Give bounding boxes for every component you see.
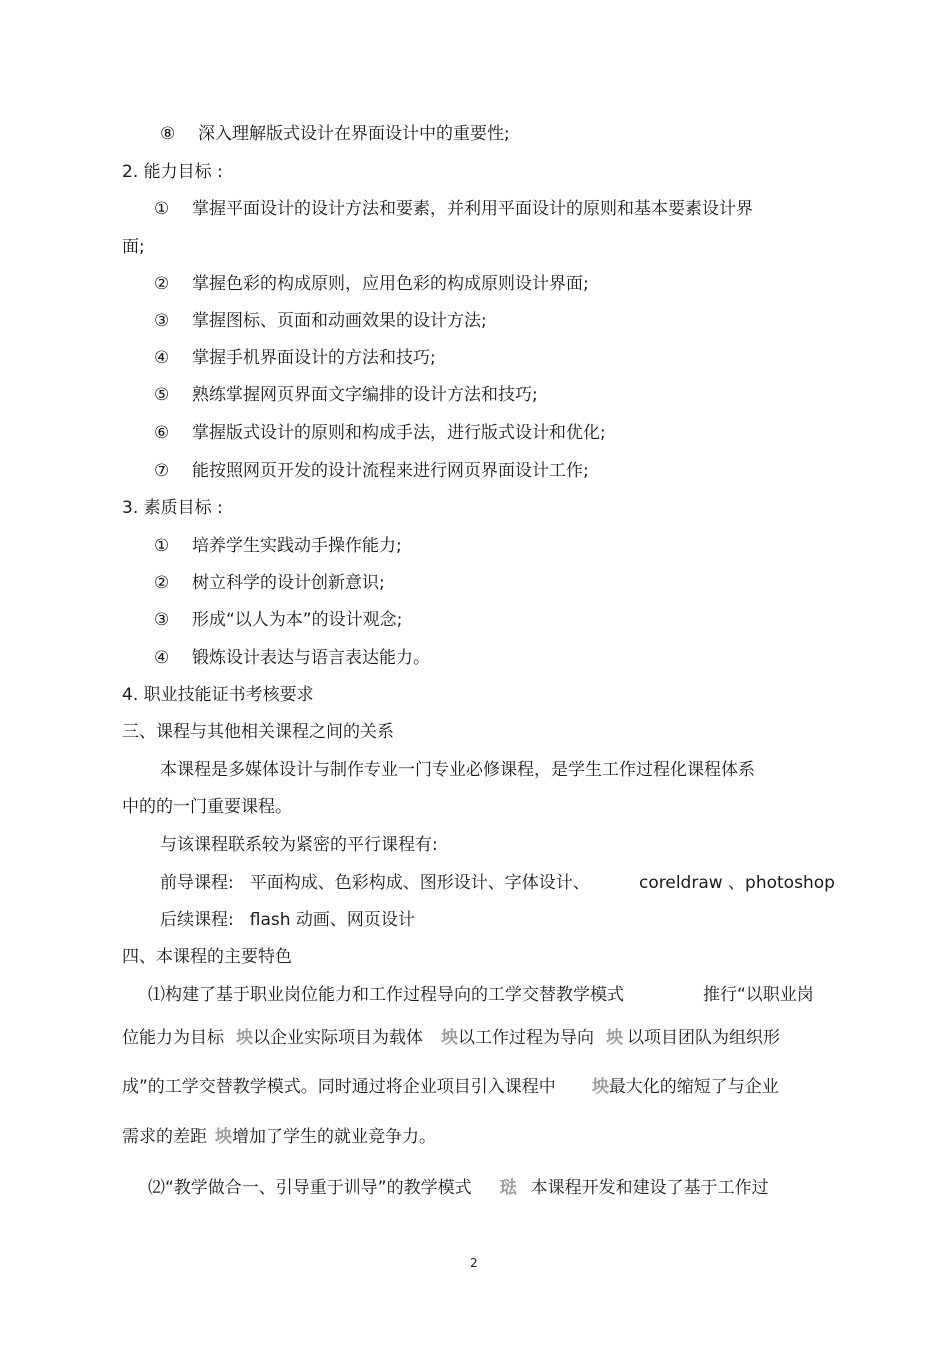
ability-item-4: ④ 掌握手机界面设计的方法和技巧;	[154, 348, 436, 368]
relation-paragraph-line-2: 中的的一门重要课程。	[122, 797, 292, 817]
certificate-heading: 4. 职业技能证书考核要求	[122, 685, 314, 705]
followup-courses-line: 后续课程: flash 动画、网页设计	[160, 910, 415, 930]
garbled-mark-glyph: 坱	[215, 1127, 232, 1147]
ability-item-6: ⑥ 掌握版式设计的原则和构成手法，进行版式设计和优化;	[154, 423, 606, 443]
ability-item-7: ⑦ 能按照网页开发的设计流程来进行网页界面设计工作;	[154, 461, 589, 481]
ability-item-3: ③ 掌握图标、页面和动画效果的设计方法;	[154, 311, 487, 331]
ability-goals-heading: 2. 能力目标 :	[122, 162, 223, 182]
quality-goals-heading: 3. 素质目标 :	[122, 498, 223, 518]
ability-item-1-continued: 面;	[122, 237, 145, 257]
page-number: 2	[470, 1256, 478, 1270]
feature-1-line-4: 需求的差距 坱增加了学生的就业竞争力。	[122, 1127, 436, 1147]
ability-item-1: ① 掌握平面设计的设计方法和要素，并利用平面设计的原则和基本要素设计界	[154, 199, 753, 219]
feature-1-line-3: 成”的工学交替教学模式。同时通过将企业项目引入课程中 坱最大化的缩短了与企业	[122, 1077, 779, 1097]
relation-paragraph-line-1: 本课程是多媒体设计与制作专业一门专业必修课程，是学生工作过程化课程体系	[160, 760, 755, 780]
garbled-mark-glyph: 坱	[236, 1028, 253, 1048]
ability-item-2: ② 掌握色彩的构成原则，应用色彩的构成原则设计界面;	[154, 274, 589, 294]
garbled-mark-glyph: 坱	[441, 1028, 458, 1048]
quality-item-1: ① 培养学生实践动手操作能力;	[154, 536, 402, 556]
feature-2-line-1: ⑵“教学做合一、引导重于训导”的教学模式 琺 本课程开发和建设了基于工作过	[148, 1178, 769, 1198]
prerequisite-courses-software: coreldraw 、photoshop	[639, 873, 835, 893]
parallel-courses-line: 与该课程联系较为紧密的平行课程有:	[160, 835, 438, 855]
quality-item-2: ② 树立科学的设计创新意识;	[154, 573, 385, 593]
garbled-mark-glyph: 坱	[591, 1077, 609, 1097]
feature-1-line-2: 位能力为目标 坱以企业实际项目为载体 坱以工作过程为导向 坱 以项目团队为组织形	[122, 1028, 780, 1048]
feature-1-line-1-tail: 推行“以职业岗	[703, 985, 814, 1005]
garbled-mark-glyph: 坱	[606, 1028, 623, 1048]
knowledge-item-8: ⑧ 深入理解版式设计在界面设计中的重要性;	[160, 124, 510, 144]
quality-item-4: ④ 锻炼设计表达与语言表达能力。	[154, 648, 430, 668]
garbled-mark-glyph: 琺	[499, 1178, 517, 1198]
ability-item-5: ⑤ 熟练掌握网页界面文字编排的设计方法和技巧;	[154, 385, 538, 405]
section-3-heading: 三、课程与其他相关课程之间的关系	[122, 722, 394, 742]
prerequisite-courses-line: 前导课程: 平面构成、色彩构成、图形设计、字体设计、	[160, 873, 590, 893]
section-4-heading: 四、本课程的主要特色	[122, 947, 292, 967]
quality-item-3: ③ 形成“以人为本”的设计观念;	[154, 610, 403, 630]
feature-1-line-1: ⑴构建了基于职业岗位能力和工作过程导向的工学交替教学模式	[148, 985, 624, 1005]
